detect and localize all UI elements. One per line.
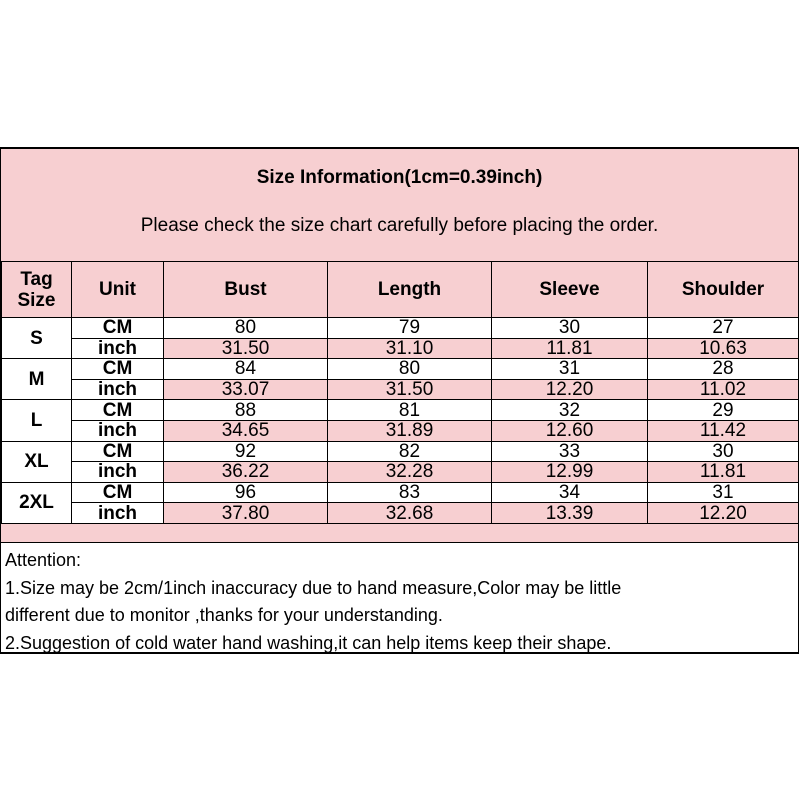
tag-size-cell: XL <box>2 441 72 482</box>
bust-cm-value: 92 <box>164 441 328 462</box>
shoulder-inch-value: 10.63 <box>648 338 799 359</box>
sleeve-inch-value: 12.20 <box>492 379 648 400</box>
header-bust: Bust <box>164 262 328 318</box>
shoulder-cm-value: 31 <box>648 482 799 503</box>
unit-cm-cell: CM <box>72 482 164 503</box>
sleeve-cm-value: 34 <box>492 482 648 503</box>
unit-inch-cell: inch <box>72 503 164 524</box>
unit-cm-cell: CM <box>72 441 164 462</box>
size-row-cm <box>2 441 799 462</box>
length-cm-value: 80 <box>328 359 492 380</box>
shoulder-inch-value: 12.20 <box>648 503 799 524</box>
unit-cm-cell: CM <box>72 318 164 339</box>
length-inch-value: 31.89 <box>328 420 492 441</box>
unit-inch-cell: inch <box>72 379 164 400</box>
unit-cm-cell: CM <box>72 359 164 380</box>
notes-line-2: different due to monitor ,thanks for your understanding. <box>5 605 443 625</box>
bust-inch-value: 36.22 <box>164 462 328 483</box>
size-row-inch <box>2 379 799 400</box>
bust-inch-value: 33.07 <box>164 379 328 400</box>
attention-notes <box>1 542 798 652</box>
length-inch-value: 32.28 <box>328 462 492 483</box>
bust-inch-value: 31.50 <box>164 338 328 359</box>
unit-inch-cell: inch <box>72 420 164 441</box>
sleeve-inch-value: 11.81 <box>492 338 648 359</box>
bust-inch-value: 37.80 <box>164 503 328 524</box>
length-inch-value: 31.50 <box>328 379 492 400</box>
unit-inch-cell: inch <box>72 338 164 359</box>
bust-cm-value: 96 <box>164 482 328 503</box>
shoulder-inch-value: 11.02 <box>648 379 799 400</box>
size-row-inch <box>2 503 799 524</box>
sleeve-inch-value: 12.60 <box>492 420 648 441</box>
header-tag-size <box>2 262 72 318</box>
size-row-inch <box>2 420 799 441</box>
tag-size-cell: M <box>2 359 72 400</box>
header-sleeve: Sleeve <box>492 262 648 318</box>
notes-line-3: 2.Suggestion of cold water hand washing,it can help items keep their shape. <box>5 632 612 653</box>
header-row <box>2 262 799 318</box>
tag-size-cell: S <box>2 318 72 359</box>
header-shoulder: Shoulder <box>648 262 799 318</box>
bust-inch-value: 34.65 <box>164 420 328 441</box>
sleeve-cm-value: 30 <box>492 318 648 339</box>
header-unit: Unit <box>72 262 164 318</box>
sleeve-inch-value: 13.39 <box>492 503 648 524</box>
notes-heading: Attention: <box>5 550 82 570</box>
sleeve-cm-value: 32 <box>492 400 648 421</box>
header-length: Length <box>328 262 492 318</box>
shoulder-inch-value: 11.81 <box>648 462 799 483</box>
length-cm-value: 82 <box>328 441 492 462</box>
size-row-cm <box>2 318 799 339</box>
length-cm-value: 83 <box>328 482 492 503</box>
size-row-cm <box>2 359 799 380</box>
sleeve-cm-value: 33 <box>492 441 648 462</box>
size-row-cm <box>2 482 799 503</box>
size-row-inch <box>2 462 799 483</box>
size-chart <box>0 147 799 654</box>
bust-cm-value: 84 <box>164 359 328 380</box>
bust-cm-value: 80 <box>164 318 328 339</box>
shoulder-cm-value: 29 <box>648 400 799 421</box>
unit-cm-cell: CM <box>72 400 164 421</box>
chart-subtitle: Please check the size chart carefully before placing the order. <box>140 215 659 236</box>
length-inch-value: 32.68 <box>328 503 492 524</box>
tag-size-cell: L <box>2 400 72 441</box>
header-tag-line2: Size <box>17 289 56 311</box>
chart-title: Size Information(1cm=0.39inch) <box>256 167 543 188</box>
notes-line-1: 1.Size may be 2cm/1inch inaccuracy due to hand measure,Color may be little <box>5 577 622 598</box>
size-row-inch <box>2 338 799 359</box>
unit-inch-cell: inch <box>72 462 164 483</box>
size-row-cm <box>2 400 799 421</box>
size-table <box>1 261 799 524</box>
bust-cm-value: 88 <box>164 400 328 421</box>
shoulder-inch-value: 11.42 <box>648 420 799 441</box>
length-cm-value: 79 <box>328 318 492 339</box>
length-cm-value: 81 <box>328 400 492 421</box>
sleeve-cm-value: 31 <box>492 359 648 380</box>
length-inch-value: 31.10 <box>328 338 492 359</box>
shoulder-cm-value: 27 <box>648 318 799 339</box>
shoulder-cm-value: 28 <box>648 359 799 380</box>
tag-size-cell: 2XL <box>2 482 72 523</box>
size-table-body <box>2 318 799 524</box>
header-tag-line1: Tag <box>20 268 53 290</box>
shoulder-cm-value: 30 <box>648 441 799 462</box>
sleeve-inch-value: 12.99 <box>492 462 648 483</box>
